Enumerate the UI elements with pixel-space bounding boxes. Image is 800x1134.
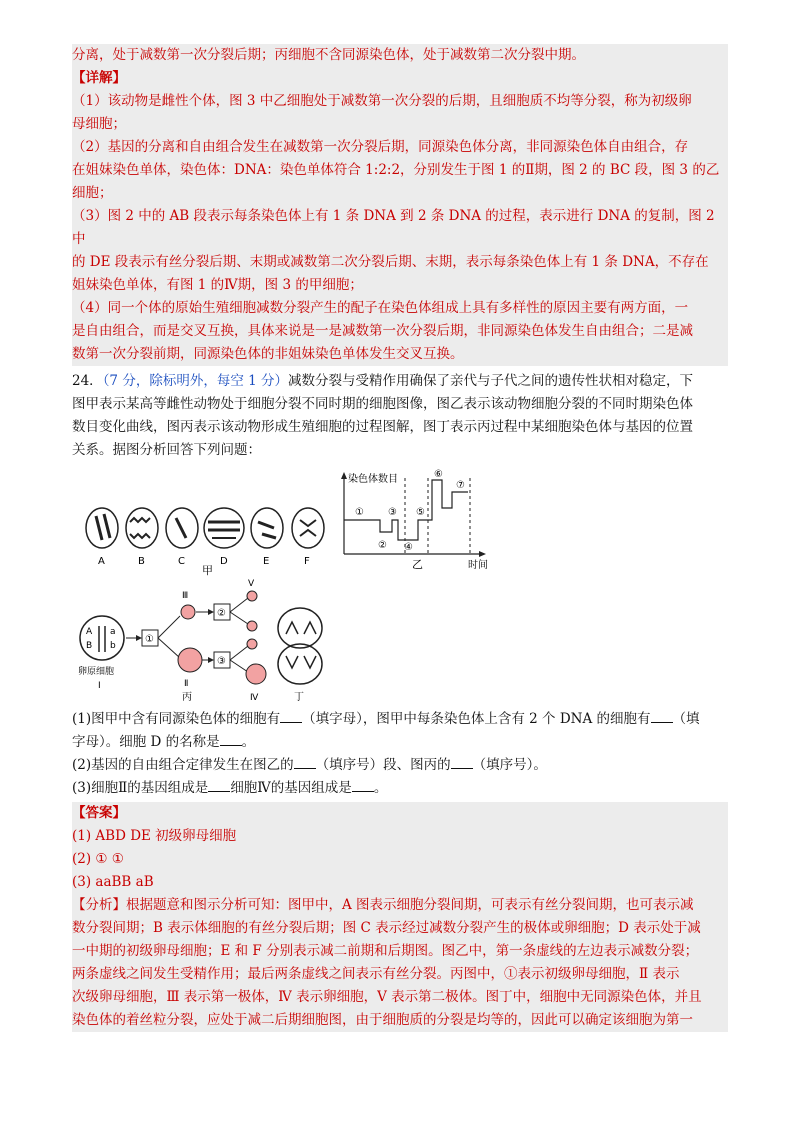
question-stem-line2: 图甲表示某高等雌性动物处于细胞分裂不同时期的细胞图像，图乙表示该动物细胞分裂的不同时期染色体 [72,396,693,412]
analysis-line-4: 两条虚线之间发生受精作用；最后两条虚线之间表示有丝分裂。丙图中，①表示初级卵母细胞，Ⅱ 表示 [72,966,680,982]
gene-a-upper: A [86,627,93,637]
bing-label-I: Ⅰ [98,681,101,691]
answer-blank[interactable] [208,777,230,792]
q1-text-c: （填 [672,711,700,727]
sub-question-1-line1 [72,708,728,731]
answer-block [72,802,728,1032]
answer-3: (3) aaBB aB [72,874,154,890]
detail-p3-line1: （3）图 2 中的 AB 段表示每条染色体上有 1 条 DNA 到 2 条 DNA 的过程，表示进行 DNA 的复制，图 2 中 [72,208,715,247]
cell-label-a: A [98,556,105,567]
question-stem-line1 [72,370,728,393]
figure-bing [78,579,266,703]
gene-b-lower: b [110,641,116,651]
cell-e [251,508,283,567]
yi-step-7: ⑦ [456,480,465,491]
cell-b [126,508,158,567]
question-number: 24． [72,373,103,389]
cell-c [166,508,198,567]
bing-label-IV: Ⅳ [250,693,259,703]
bing-step-3: ③ [217,656,226,667]
bing-step-1: ① [145,634,154,645]
q1-text-a: (1)图甲中含有同源染色体的细胞有 [72,711,281,727]
question-stem-line3: 数目变化曲线，图丙表示该动物形成生殖细胞的过程图解，图丁表示丙过程中某细胞染色体与基因的位置 [72,419,693,435]
answer-blank[interactable] [451,754,473,769]
yi-step-3: ③ [388,507,397,518]
bing-label-V: Ⅴ [248,579,255,589]
question-score: （7 分，除标明外，每空 1 分） [102,373,288,389]
ding-label: 丁 [294,692,304,703]
yi-step-2: ② [378,540,387,551]
yi-step-5: ⑤ [416,507,425,518]
detail-p4-line2: 是自由组合，而是交叉互换，具体来说是一是减数第一次分裂后期，非同源染色体发生自由组合；二是减 [72,323,693,339]
question-24 [72,370,728,462]
analysis-line-3: 一中期的初级卵母细胞；E 和 F 分别表示减二前期和后期图。图乙中，第一条虚线的左边表示减数分裂； [72,943,699,959]
figure-jia [86,508,324,577]
detail-p2-line1: （2）基因的分离和自由组合发生在减数第一次分裂后期，同源染色体分离，非同源染色体自由组合，存 [72,139,689,155]
answer-blank[interactable] [294,754,316,769]
figure-ding [278,608,322,703]
cell-f [292,508,324,567]
detail-p1-line2: 母细胞； [72,116,126,132]
cell-label-c: C [178,556,185,567]
bing-oocyte-label: 卵原细胞 [78,667,115,677]
cell-label-b: B [138,556,145,567]
figure-area [72,468,728,708]
answer-tag: 【答案】 [72,805,126,821]
detail-p4-line3: 数第一次分裂前期，同源染色体的非姐妹染色单体发生交叉互换。 [72,346,464,362]
bing-step-2: ② [217,608,226,619]
yi-ylabel: 染色体数目 [348,474,398,485]
sub-questions [72,708,728,800]
cell-a [86,508,118,567]
bing-label-III: Ⅲ [182,591,189,601]
q2-text-b: （填序号）段、图丙的 [315,757,451,773]
sub-question-2 [72,754,728,777]
answer-2: (2) ① ① [72,851,124,867]
oocyte-precursor-cell [80,616,124,660]
analysis-line-2: 数分裂间期；B 表示体细胞的有丝分裂后期；图 C 表示经过减数分裂产生的极体或卵细胞；D 表示处于减 [72,920,701,936]
q1-text-e: 。 [241,734,256,750]
detail-p4-line1: （4）同一个体的原始生殖细胞减数分裂产生的配子在染色体组成上具有多样性的原因主要有两方面，一 [72,300,689,316]
cell-label-d: D [220,556,228,567]
q1-text-d: 字母）。细胞 D 的名称是 [72,734,220,750]
page-content [72,44,728,1032]
figure-jia-label: 甲 [202,564,213,577]
bing-label-II: Ⅱ [184,679,189,689]
explanation-line: 分离，处于减数第一次分裂后期；丙细胞不含同源染色体，处于减数第二次分裂中期。 [72,47,585,63]
q3-text-b: 细胞Ⅳ的基因组成是 [230,780,352,796]
question-stem-text: 减数分裂与受精作用确保了亲代与子代之间的遗传性状相对稳定，下 [288,373,693,389]
figure-yi [341,469,488,571]
question-stem-line4: 关系。据图分析回答下列问题： [72,442,261,458]
yi-step-6: ⑥ [434,469,443,480]
answer-blank[interactable] [352,777,374,792]
detail-p1-line1: （1）该动物是雌性个体，图 3 中乙细胞处于减数第一次分裂的后期，且细胞质不均等分裂，称为初级卵 [72,93,692,109]
sub-question-1-line2 [72,731,728,754]
detail-p2-line3: 细胞； [72,185,113,201]
detail-p2-line2: 在姐妹染色单体，染色体：DNA：染色单体符合 1:2:2，分别发生于图 1 的Ⅱ期，图 2 的 BC 段，图 3 的乙 [72,162,720,178]
cell-d [204,508,244,567]
yi-xlabel: 时间 [468,560,488,571]
detail-tag: 【详解】 [72,70,126,86]
gene-a-lower: a [110,627,116,637]
gene-b-upper: B [86,641,93,651]
yi-step-1: ① [355,507,364,518]
q3-text-a: (3)细胞Ⅱ的基因组成是 [72,780,209,796]
yi-step-4: ④ [404,542,413,553]
analysis-line-6: 染色体的着丝粒分裂，应处于减二后期细胞图，由于细胞质的分裂是均等的，因此可以确定该细胞为第一 [72,1012,693,1028]
analysis-line-5: 次级卵母细胞，Ⅲ 表示第一极体，Ⅳ 表示卵细胞，Ⅴ 表示第二极体。图丁中，细胞中无同源染色体，并且 [72,989,702,1005]
sub-question-3 [72,777,728,800]
cell-label-e: E [263,556,270,567]
q1-text-b: （填字母），图甲中每条染色体上含有 2 个 DNA 的细胞有 [302,711,651,727]
figure-yi-label: 乙 [412,558,423,571]
bing-label: 丙 [182,692,192,703]
q2-text-c: （填序号）。 [472,757,547,773]
cell-label-f: F [304,556,310,567]
answer-blank[interactable] [220,731,242,746]
detail-p3-line2: 的 DE 段表示有丝分裂后期、末期或减数第二次分裂后期、末期，表示每条染色体上有 1 条 DNA，不存在 [72,254,709,270]
figure-svg [72,468,728,708]
q2-text-a: (2)基因的自由组合定律发生在图乙的 [72,757,294,773]
detail-p3-line3: 姐妹染色单体，有图 1 的Ⅳ期，图 3 的甲细胞； [72,277,363,293]
answer-1: (1) ABD DE 初级卵母细胞 [72,828,237,844]
answer-blank[interactable] [651,708,673,723]
analysis-line-1: 【分析】根据题意和图示分析可知：图甲中，A 图表示细胞分裂间期，可表示有丝分裂间期，也可表示减 [72,897,694,913]
detail-explanation-block [72,44,728,366]
q3-text-c: 。 [373,780,388,796]
answer-blank[interactable] [280,708,302,723]
